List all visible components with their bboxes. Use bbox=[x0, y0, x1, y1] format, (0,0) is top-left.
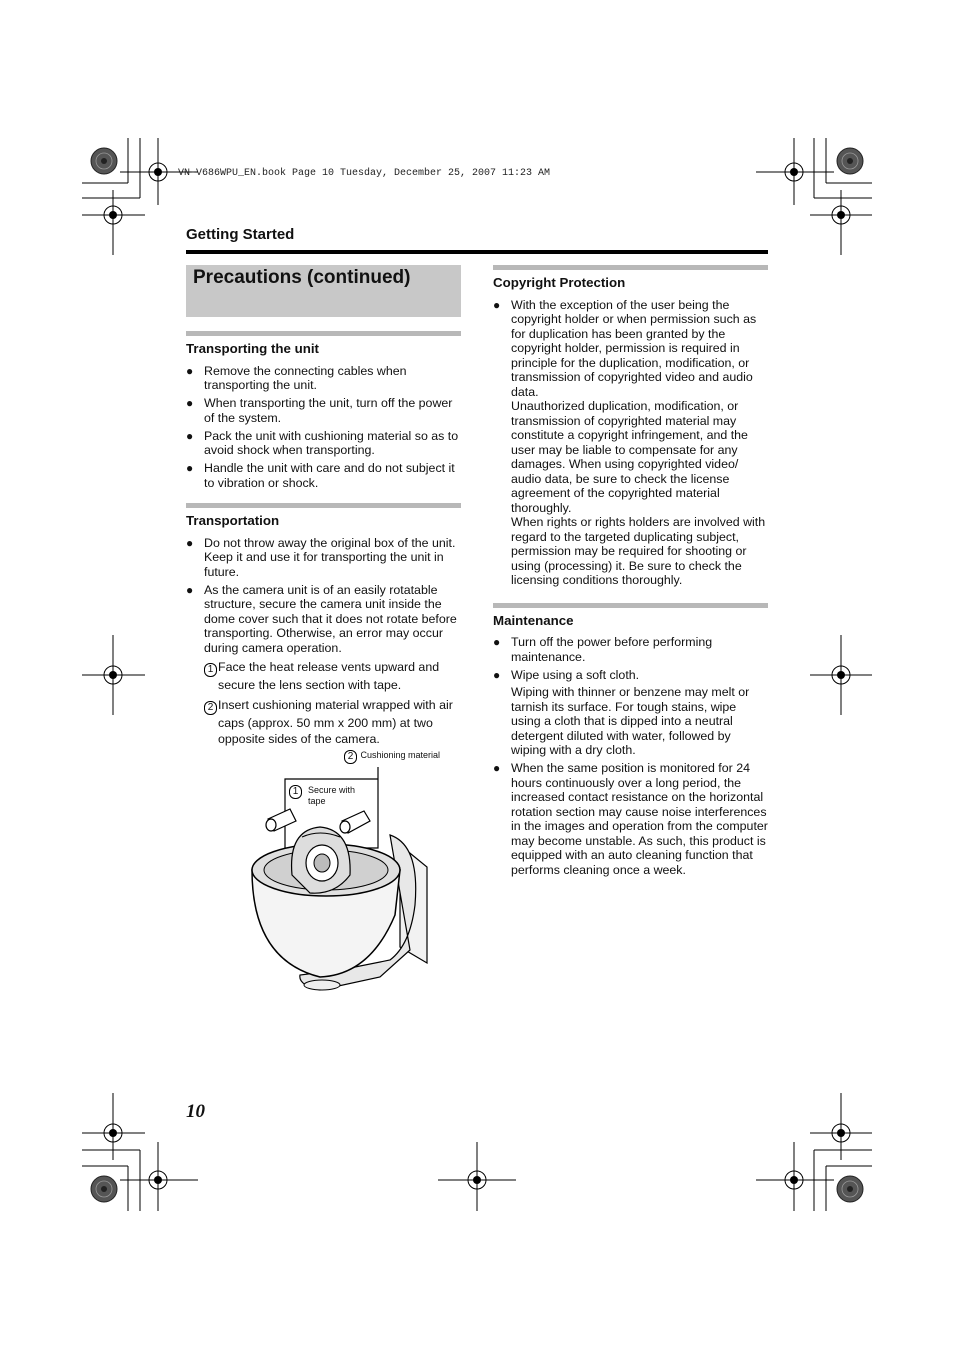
right-column bbox=[493, 265, 768, 881]
copyright-para-3: When rights or rights holders are involved with regard to the targeted duplicating subject, permission may be required for shooting or using (processing) it. Be sure to check the licensing conditions thoroughly. bbox=[511, 515, 766, 587]
transportation-title: Transportation bbox=[186, 513, 280, 528]
figure-label-cushioning bbox=[344, 750, 440, 764]
section-bar bbox=[186, 331, 461, 336]
camera-illustration bbox=[240, 745, 460, 995]
list-item: ● Turn off the power before performing maintenance. bbox=[493, 635, 768, 664]
section-header: Getting Started bbox=[186, 226, 295, 243]
list-item: ● As the camera unit is of an easily rotatable structure, secure the camera unit inside the dome cover such that it does not rotate before transporting. Otherwise, an error may occur during camera operation. bbox=[186, 583, 461, 656]
section-bar bbox=[493, 603, 768, 608]
list-item bbox=[493, 668, 768, 758]
step-2 bbox=[186, 697, 461, 747]
copyright-para-1: ● With the exception of the user being the copyright holder or when permission such as for duplication has been granted by the copyright holder, permission is required in principle for the duplication, modification, or transmission of copyrighted video and audio data. bbox=[511, 297, 757, 399]
maintenance-title: Maintenance bbox=[493, 612, 574, 628]
section-bar bbox=[493, 265, 768, 270]
list-item-note: Wiping with thinner or benzene may melt or tarnish its surface. For tough stains, wipe using a cloth that is dipped into a neutral detergent diluted with water, followed by wiping with a dry cloth. bbox=[511, 685, 750, 757]
header-rule bbox=[186, 250, 768, 254]
page-title: Precautions (continued) bbox=[193, 267, 411, 288]
camera-figure bbox=[240, 745, 460, 995]
step-number: 1 bbox=[204, 663, 217, 677]
list-item bbox=[493, 298, 768, 588]
page-title-box bbox=[186, 265, 461, 317]
step-text: Insert cushioning material wrapped with air caps (approx. 50 mm x 200 mm) at two opposite sides of the camera. bbox=[218, 698, 453, 746]
label-number: 2 bbox=[344, 750, 357, 764]
list-item: ● Pack the unit with cushioning material so as to avoid shock when transporting. bbox=[186, 429, 461, 458]
print-header: VN-V686WPU_EN.book Page 10 Tuesday, December 25, 2007 11:23 AM bbox=[178, 168, 551, 179]
maintenance-list bbox=[493, 635, 768, 877]
left-column bbox=[186, 331, 461, 750]
transporting-unit-list bbox=[186, 364, 461, 491]
copyright-list bbox=[493, 298, 768, 588]
page-number: 10 bbox=[186, 1101, 205, 1122]
label-number: 1 bbox=[289, 785, 302, 799]
step-number: 2 bbox=[204, 701, 217, 715]
step-1 bbox=[186, 659, 461, 693]
list-item: ● Handle the unit with care and do not subject it to vibration or shock. bbox=[186, 461, 461, 490]
list-item: ● Do not throw away the original box of the unit. Keep it and use it for transporting the unit in future. bbox=[186, 536, 461, 580]
list-item: ● When the same position is monitored for 24 hours continuously over a long period, the increased contact resistance on the horizontal rotation section may cause noise interferences in the images and operation from the computer may become unstable. As such, this product is equipped with an auto cleaning function that performs cleaning once a week. bbox=[493, 761, 768, 877]
copyright-para-2: Unauthorized duplication, modification, or transmission of copyrighted material may constitute a copyright infringement, and the user may be liable to compensate for any damages. When using copyrighted video/ audio data, be sure to check the license agreement of the copyrighted material thoroughly. bbox=[511, 399, 748, 515]
step-text: Face the heat release vents upward and secure the lens section with tape. bbox=[218, 660, 440, 692]
list-item: ● When transporting the unit, turn off the power of the system. bbox=[186, 396, 461, 425]
transporting-unit-title: Transporting the unit bbox=[186, 341, 319, 356]
section-bar bbox=[186, 503, 461, 508]
label-text-line-2: tape bbox=[308, 796, 326, 806]
label-text-line-1: Secure with bbox=[308, 785, 356, 795]
list-item-text: ● Wipe using a soft cloth. bbox=[511, 667, 640, 682]
list-item: ● Remove the connecting cables when transporting the unit. bbox=[186, 364, 461, 393]
figure-label-tape bbox=[290, 785, 355, 807]
copyright-title: Copyright Protection bbox=[493, 275, 626, 290]
transportation-list bbox=[186, 536, 461, 656]
label-text: Cushioning material bbox=[360, 750, 441, 760]
